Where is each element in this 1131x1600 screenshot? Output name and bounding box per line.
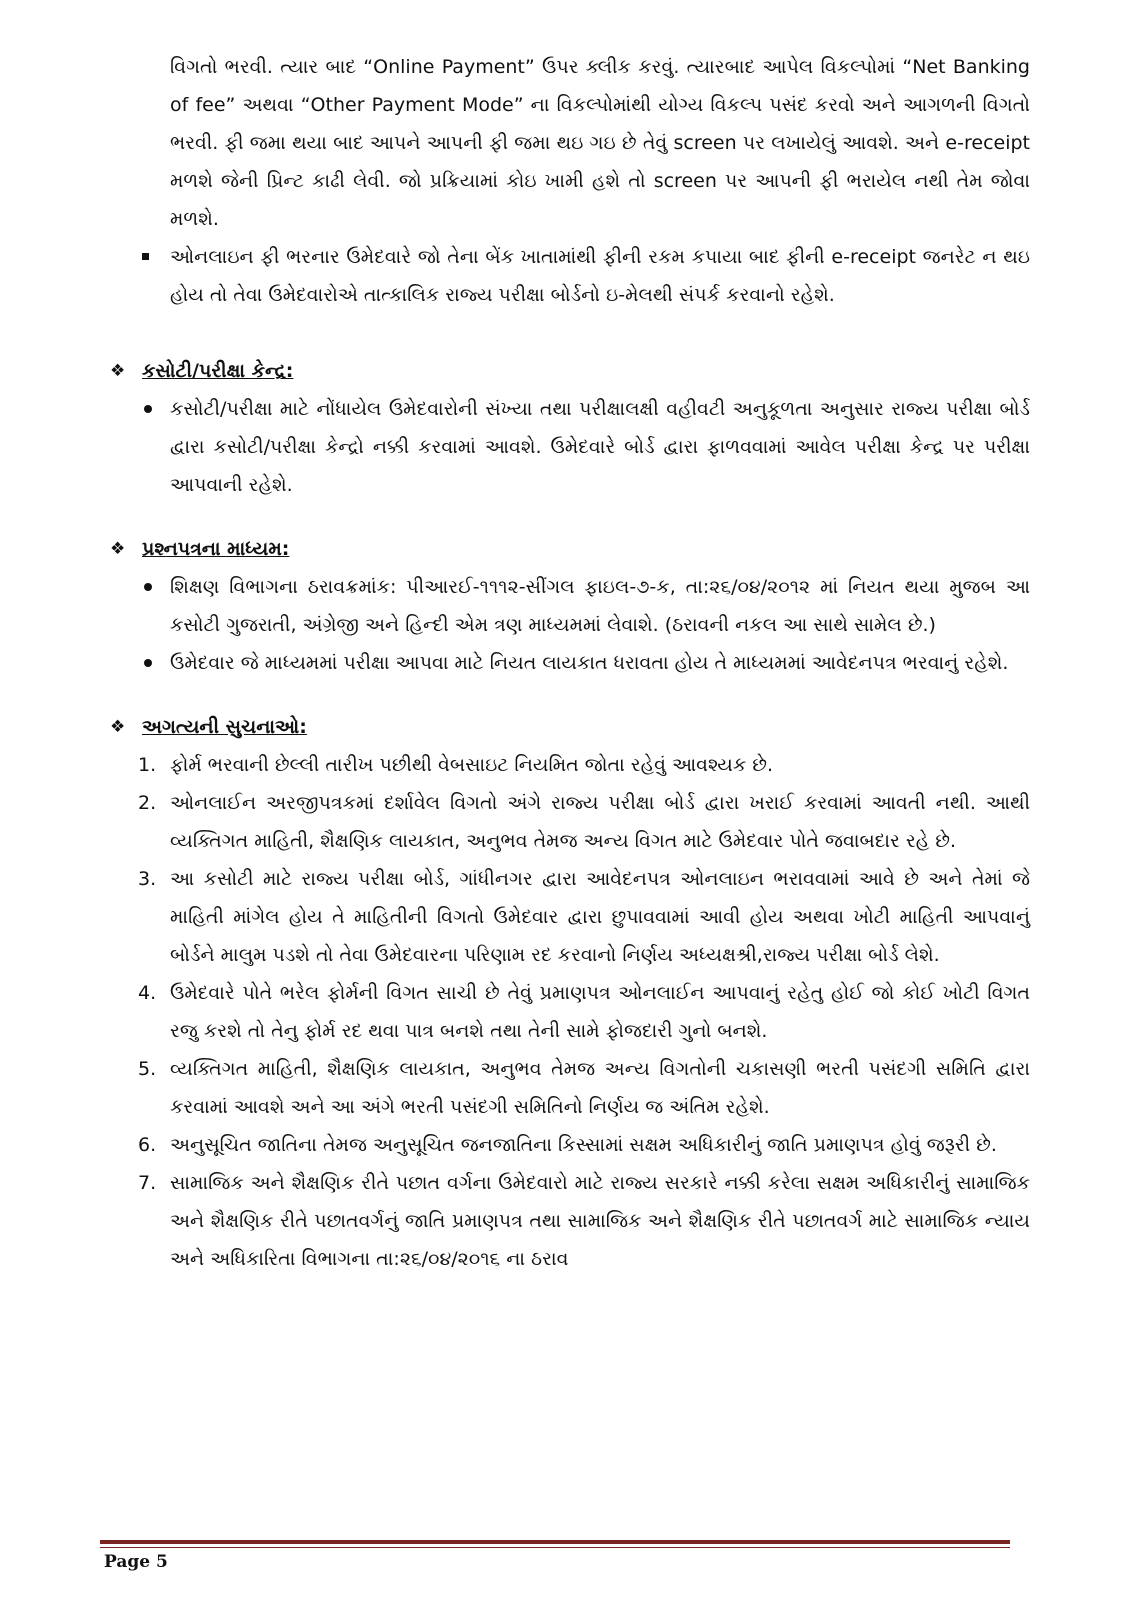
square-bullet-icon xyxy=(142,253,149,260)
list-item-text: આ કસોટી માટે રાજ્ય પરીક્ષા બોર્ડ, ગાંધીનગર દ્વારા આવેદનપત્ર ઓનલાઇન ભરાવવામાં આવે છે અને તેમાં જે માહિતી માંગેલ હોય તે માહિતીની વિગતો ઉમેદવાર દ્વારા છુપાવવામાં આવી હોય અથવા ખોટી માહિતી આપવાનું બોર્ડને માલુમ પડશે તો તેવા ઉમેદવારના પરિણામ રદ કરવાનો નિર્ણય અધ્યક્ષશ્રી,રાજ્ય પરીક્ષા બોર્ડ લેશે. xyxy=(170,868,1030,966)
list-item-text: ઓનલાઈન અરજીપત્રકમાં દર્શાવેલ વિગતો અંગે રાજ્ય પરીક્ષા બોર્ડ દ્વારા ખરાઈ કરવામાં આવતી નથી. આથી વ્યક્તિગત માહિતી, શૈક્ષણિક લાયકાત, અનુભવ તેમજ અન્ય વિગત માટે ઉમેદવાર પોતે જવાબદાર રહે છે. xyxy=(170,792,1030,852)
exam-centre-list xyxy=(110,390,1030,504)
list-item-text: ફોર્મ ભરવાની છેલ્લી તારીખ પછીથી વેબસાઇટ નિયમિત જોતા રહેવું આવશ્યક છે. xyxy=(170,754,774,776)
list-item xyxy=(110,1126,1030,1164)
section-heading-instructions xyxy=(110,708,1030,746)
list-item xyxy=(110,238,1030,314)
list-item xyxy=(110,1050,1030,1126)
footer-divider xyxy=(100,1540,1010,1544)
section-title: પ્રશ્નપત્રના માધ્યમ: xyxy=(142,538,290,560)
list-item xyxy=(110,860,1030,974)
section-heading-medium xyxy=(110,530,1030,568)
section-title: અગત્યની સુચનાઓ: xyxy=(142,716,307,738)
list-item-text: વ્યક્તિગત માહિતી, શૈક્ષણિક લાયકાત, અનુભવ તેમજ અન્ય વિગતોની ચકાસણી ભરતી પસંદગી સમિતિ દ્વારા કરવામાં આવશે અને આ અંગે ભરતી પસંદગી સમિતિનો નિર્ણય જ અંતિમ રહેશે. xyxy=(170,1058,1030,1118)
list-item xyxy=(110,568,1030,644)
round-bullet-icon xyxy=(144,405,152,413)
footer-divider-thin xyxy=(100,1547,1010,1548)
item-number: 1. xyxy=(138,754,157,776)
list-item-text: અનુસૂચિત જાતિના તેમજ અનુસૂચિત જનજાતિના કિસ્સામાં સક્ષમ અધિકારીનું જાતિ પ્રમાણપત્ર હોવું જરૂરી છે. xyxy=(170,1134,997,1156)
list-item xyxy=(110,390,1030,504)
round-bullet-icon xyxy=(144,659,152,667)
diamond-bullet-icon: ❖ xyxy=(110,539,126,559)
list-item-text: કસોટી/પરીક્ષા માટે નોંધાયેલ ઉમેદવારોની સંખ્યા તથા પરીક્ષાલક્ષી વહીવટી અનુકૂળતા અનુસાર રાજ્ય પરીક્ષા બોર્ડ દ્વારા કસોટી/પરીક્ષા કેન્દ્રો નક્કી કરવામાં આવશે. ઉમેદવારે બોર્ડ દ્વારા ફાળવવામાં આવેલ પરીક્ષા કેન્દ્ર પર પરીક્ષા આપવાની રહેશે. xyxy=(170,398,1030,496)
page-number: Page 5 xyxy=(104,1552,168,1572)
item-number: 5. xyxy=(138,1058,157,1080)
page-content xyxy=(110,48,1030,1278)
instructions-list xyxy=(110,746,1030,1278)
section-heading-exam-centre xyxy=(110,352,1030,390)
list-item-text: ઉમેદવારે પોતે ભરેલ ફોર્મની વિગત સાચી છે તેવું પ્રમાણપત્ર ઓનલાઈન આપવાનું રહેતુ હોઈ જો કોઈ ખોટી વિગત રજુ કરશે તો તેનુ ફોર્મ રદ થવા પાત્ર બનશે તથા તેની સામે ફોજદારી ગુનો બનશે. xyxy=(170,982,1030,1042)
list-item xyxy=(110,1164,1030,1278)
section-title: કસોટી/પરીક્ષા કેન્દ્ર: xyxy=(142,360,294,382)
item-number: 6. xyxy=(138,1134,157,1156)
diamond-bullet-icon: ❖ xyxy=(110,361,126,381)
item-number: 2. xyxy=(138,792,157,814)
list-item xyxy=(110,974,1030,1050)
list-item xyxy=(110,784,1030,860)
list-item-text: ઉમેદવાર જે માધ્યમમાં પરીક્ષા આપવા માટે નિયત લાયકાત ધરાવતા હોય તે માધ્યમમાં આવેદનપત્ર ભરવાનું રહેશે. xyxy=(170,652,1009,674)
diamond-bullet-icon: ❖ xyxy=(110,717,126,737)
list-item-text: સામાજિક અને શૈક્ષણિક રીતે પછાત વર્ગના ઉમેદવારો માટે રાજ્ય સરકારે નક્કી કરેલા સક્ષમ અધિકારીનું સામાજિક અને શૈક્ષણિક રીતે પછાતવર્ગનું જાતિ પ્રમાણપત્ર તથા સામાજિક અને શૈક્ષણિક રીતે પછાતવર્ગ માટે સામાજિક ન્યાય અને અધિકારિતા વિભાગના તા:૨૬/૦૪/૨૦૧૬ ના ઠરાવ xyxy=(170,1172,1030,1270)
list-item xyxy=(110,644,1030,682)
payment-bullet-list xyxy=(110,238,1030,314)
medium-list xyxy=(110,568,1030,682)
list-item-text: શિક્ષણ વિભાગના ઠરાવક્રમાંક: પીઆરઈ-૧૧૧૨-સીંગલ ફાઇલ-૭-ક, તા:૨૬/૦૪/૨૦૧૨ માં નિયત થયા મુજબ આ કસોટી ગુજરાતી, અંગ્રેજી અને હિન્દી એમ ત્રણ માધ્યમમાં લેવાશે. (ઠરાવની નકલ આ સાથે સામેલ છે.) xyxy=(170,576,1030,636)
item-number: 4. xyxy=(138,982,157,1004)
item-number: 3. xyxy=(138,868,157,890)
round-bullet-icon xyxy=(144,583,152,591)
list-item xyxy=(110,746,1030,784)
intro-paragraph: વિગતો ભરવી. ત્યાર બાદ “Online Payment” ઉપર ક્લીક કરવું. ત્યારબાદ આપેલ વિકલ્પોમાં “Net Banking of fee” અથવા “Other Payment Mode” ના વિકલ્પોમાંથી યોગ્ય વિકલ્પ પસંદ કરવો અને આગળની વિગતો ભરવી. ફી જમા થયા બાદ આપને આપની ફી જમા થઇ ગઇ છે તેવું screen પર લખાયેલું આવશે. અને e-receipt મળશે જેની પ્રિન્ટ કાઢી લેવી. જો પ્રક્રિયામાં કોઇ ખામી હશે તો screen પર આપની ફી ભરાયેલ નથી તેમ જોવા મળશે. xyxy=(170,56,1030,230)
item-number: 7. xyxy=(138,1172,157,1194)
list-item-text: ઓનલાઇન ફી ભરનાર ઉમેદવારે જો તેના બેંક ખાતામાંથી ફીની રકમ કપાયા બાદ ફીની e-receipt જનરેટ ન થઇ હોય તો તેવા ઉમેદવારોએ તાત્કાલિક રાજ્ય પરીક્ષા બોર્ડનો ઇ-મેલથી સંપર્ક કરવાનો રહેશે. xyxy=(170,246,1030,306)
